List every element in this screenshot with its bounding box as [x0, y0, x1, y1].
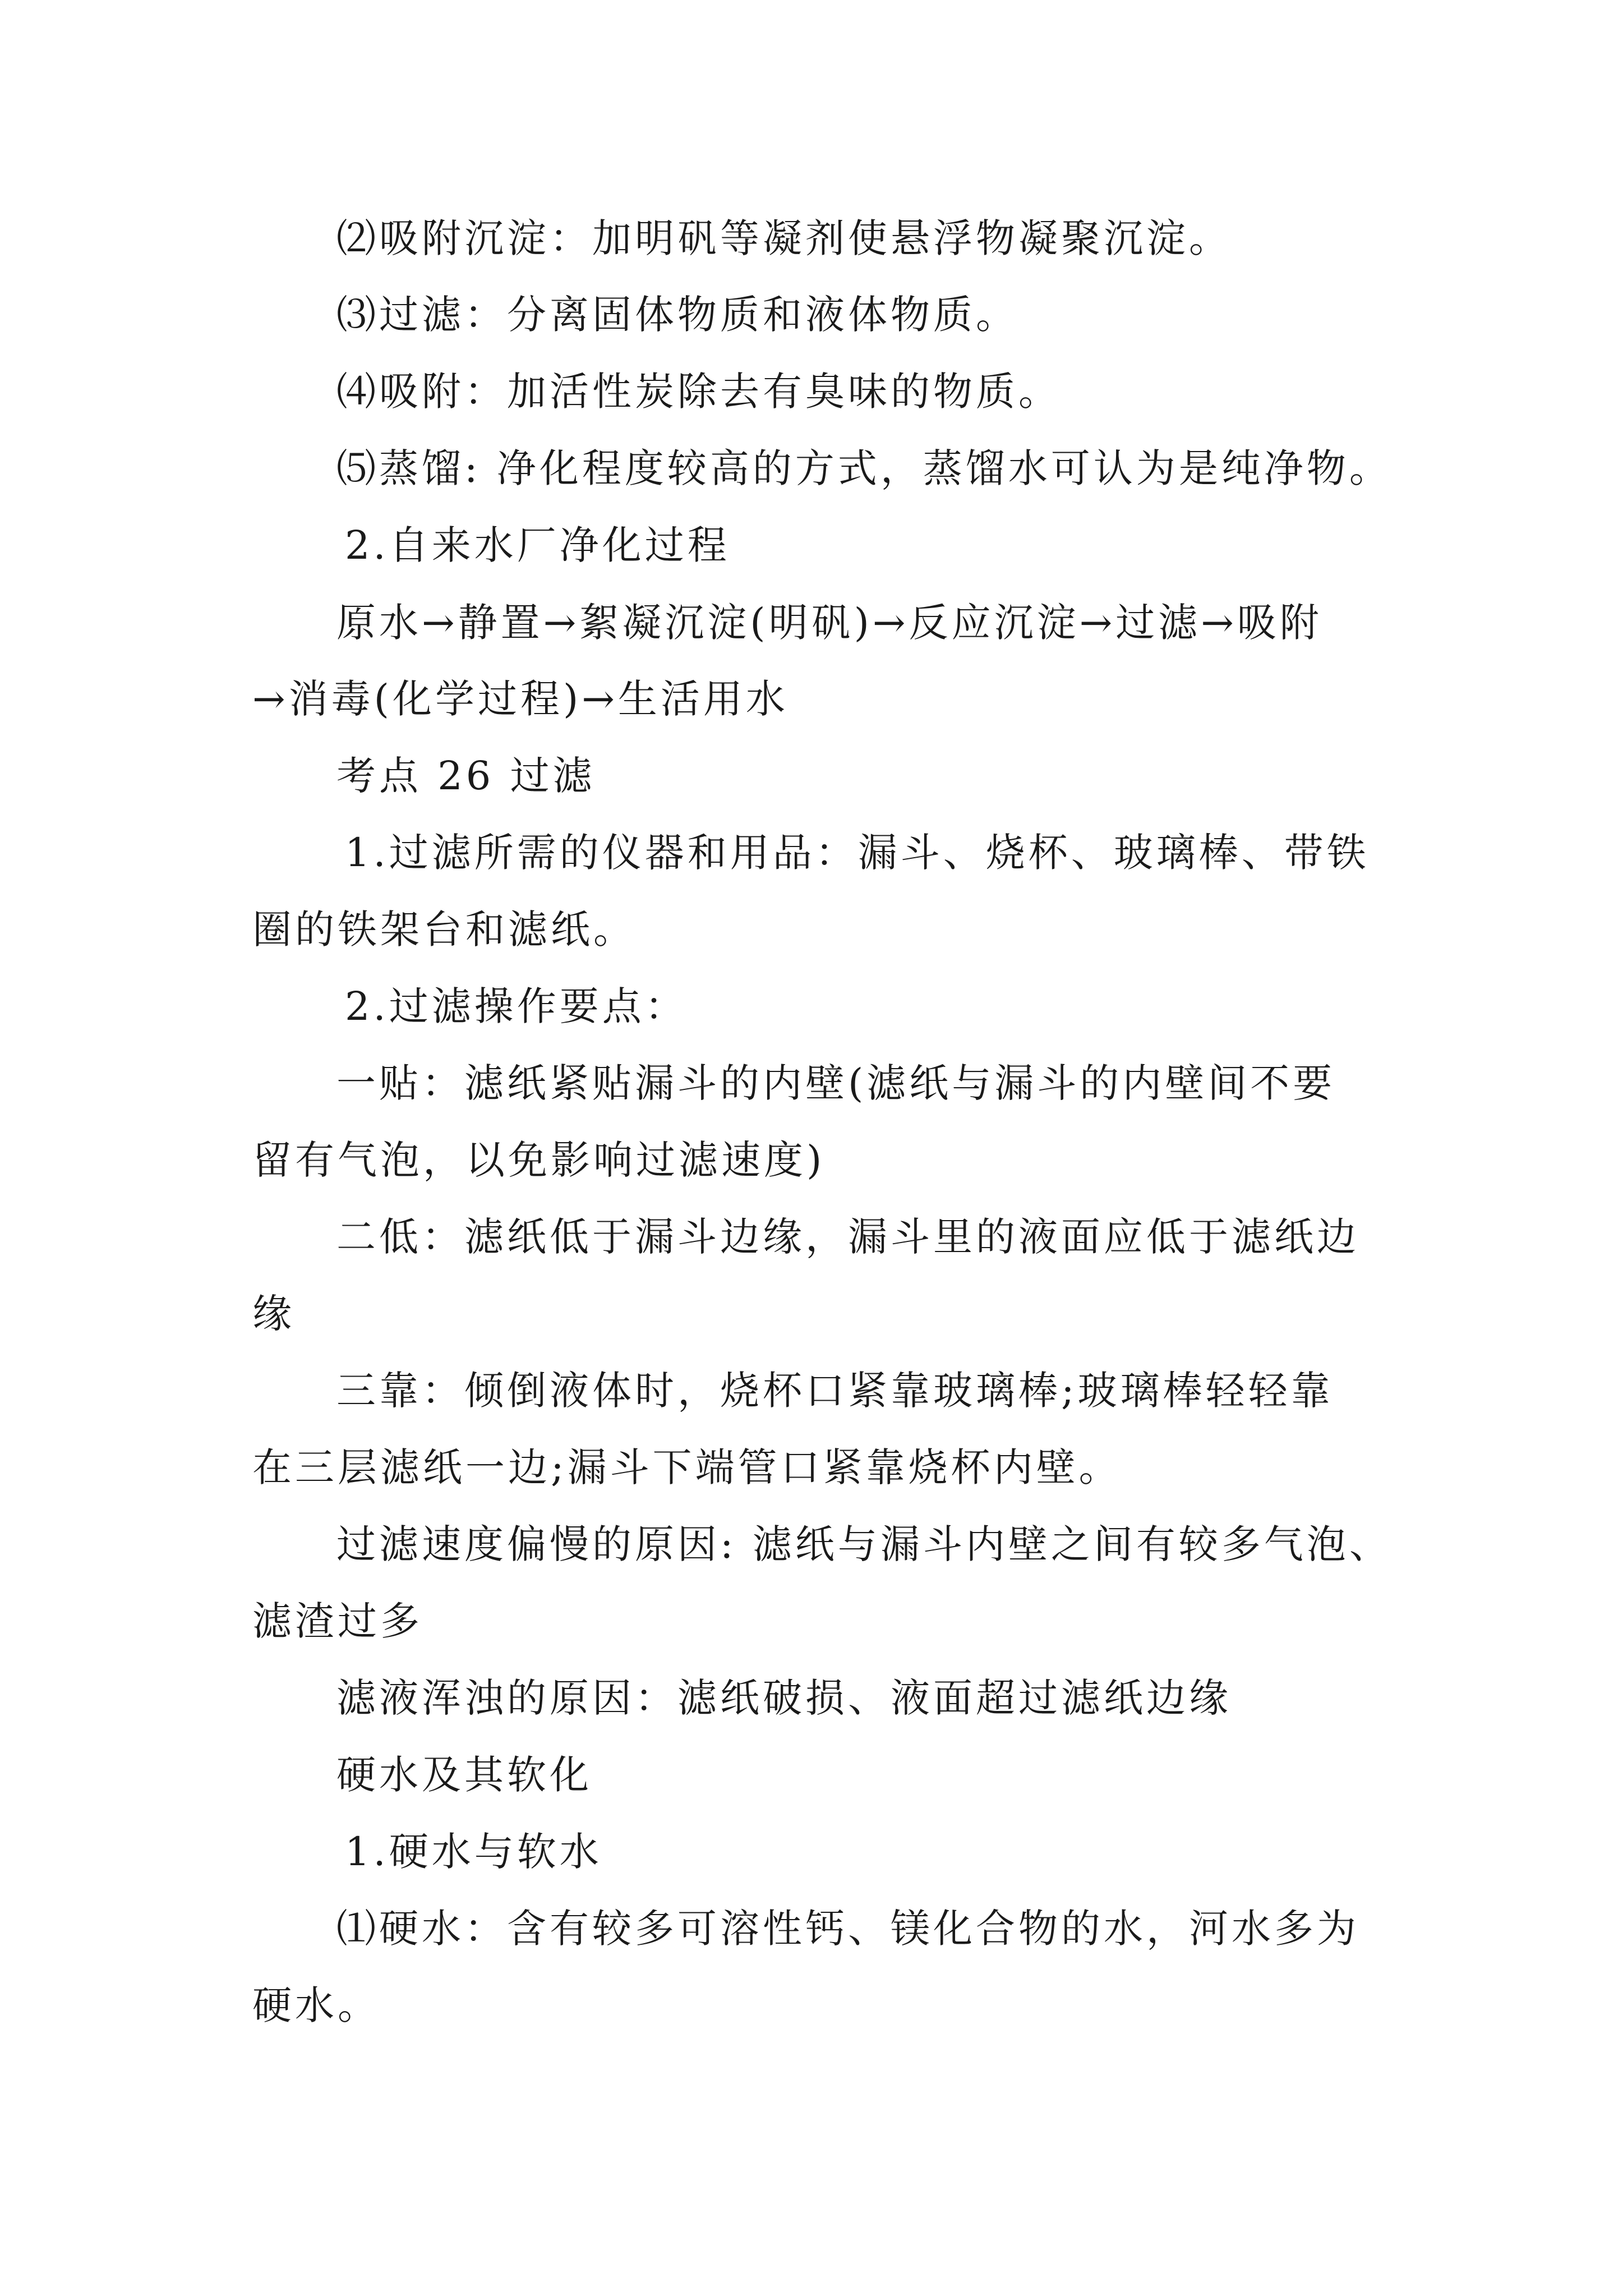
- text-line: ⑴硬水：含有较多可溶性钙、镁化合物的水，河水多为: [336, 1906, 1359, 1952]
- text-line: 滤渣过多: [252, 1598, 423, 1644]
- text-line: 一贴：滤纸紧贴漏斗的内壁(滤纸与漏斗的内壁间不要: [336, 1060, 1336, 1106]
- text-line: ⑶过滤：分离固体物质和液体物质。: [336, 292, 1018, 338]
- text-line: 二低：滤纸低于漏斗边缘，漏斗里的液面应低于滤纸边: [336, 1214, 1359, 1260]
- text-line: 留有气泡，以免影响过滤速度): [252, 1137, 826, 1183]
- text-line: 圈的铁架台和滤纸。: [252, 907, 636, 953]
- text-line: →消毒(化学过程)→生活用水: [252, 676, 789, 722]
- text-line: 硬水。: [252, 1982, 380, 2028]
- text-line: 滤液浑浊的原因：滤纸破损、液面超过滤纸边缘: [336, 1675, 1232, 1721]
- section-heading: 2.自来水厂净化过程: [345, 522, 730, 568]
- section-heading: 1.硬水与软水: [345, 1829, 602, 1875]
- text-line: 1.过滤所需的仪器和用品：漏斗、烧杯、玻璃棒、带铁: [345, 830, 1370, 876]
- text-line: 原水→静置→絮凝沉淀(明矾)→反应沉淀→过滤→吸附: [336, 600, 1322, 646]
- text-line: ⑸蒸馏: 净化程度较高的方式，蒸馏水可认为是纯净物。: [336, 445, 1392, 491]
- text-line: 三靠：倾倒液体时，烧杯口紧靠玻璃棒;玻璃棒轻轻靠: [336, 1368, 1334, 1414]
- text-line: ⑷吸附：加活性炭除去有臭味的物质。: [336, 369, 1061, 415]
- text-line: ⑵吸附沉淀：加明矾等凝剂使悬浮物凝聚沉淀。: [336, 215, 1232, 261]
- section-heading: 考点 26 过滤: [336, 753, 596, 799]
- section-heading: 2.过滤操作要点：: [345, 983, 688, 1029]
- text-line: 过滤速度偏慢的原因: 滤纸与漏斗内壁之间有较多气泡、: [336, 1521, 1392, 1567]
- section-heading: 硬水及其软化: [336, 1752, 592, 1798]
- text-line: 在三层滤纸一边;漏斗下端管口紧靠烧杯内壁。: [252, 1444, 1122, 1490]
- text-line: 缘: [252, 1291, 295, 1337]
